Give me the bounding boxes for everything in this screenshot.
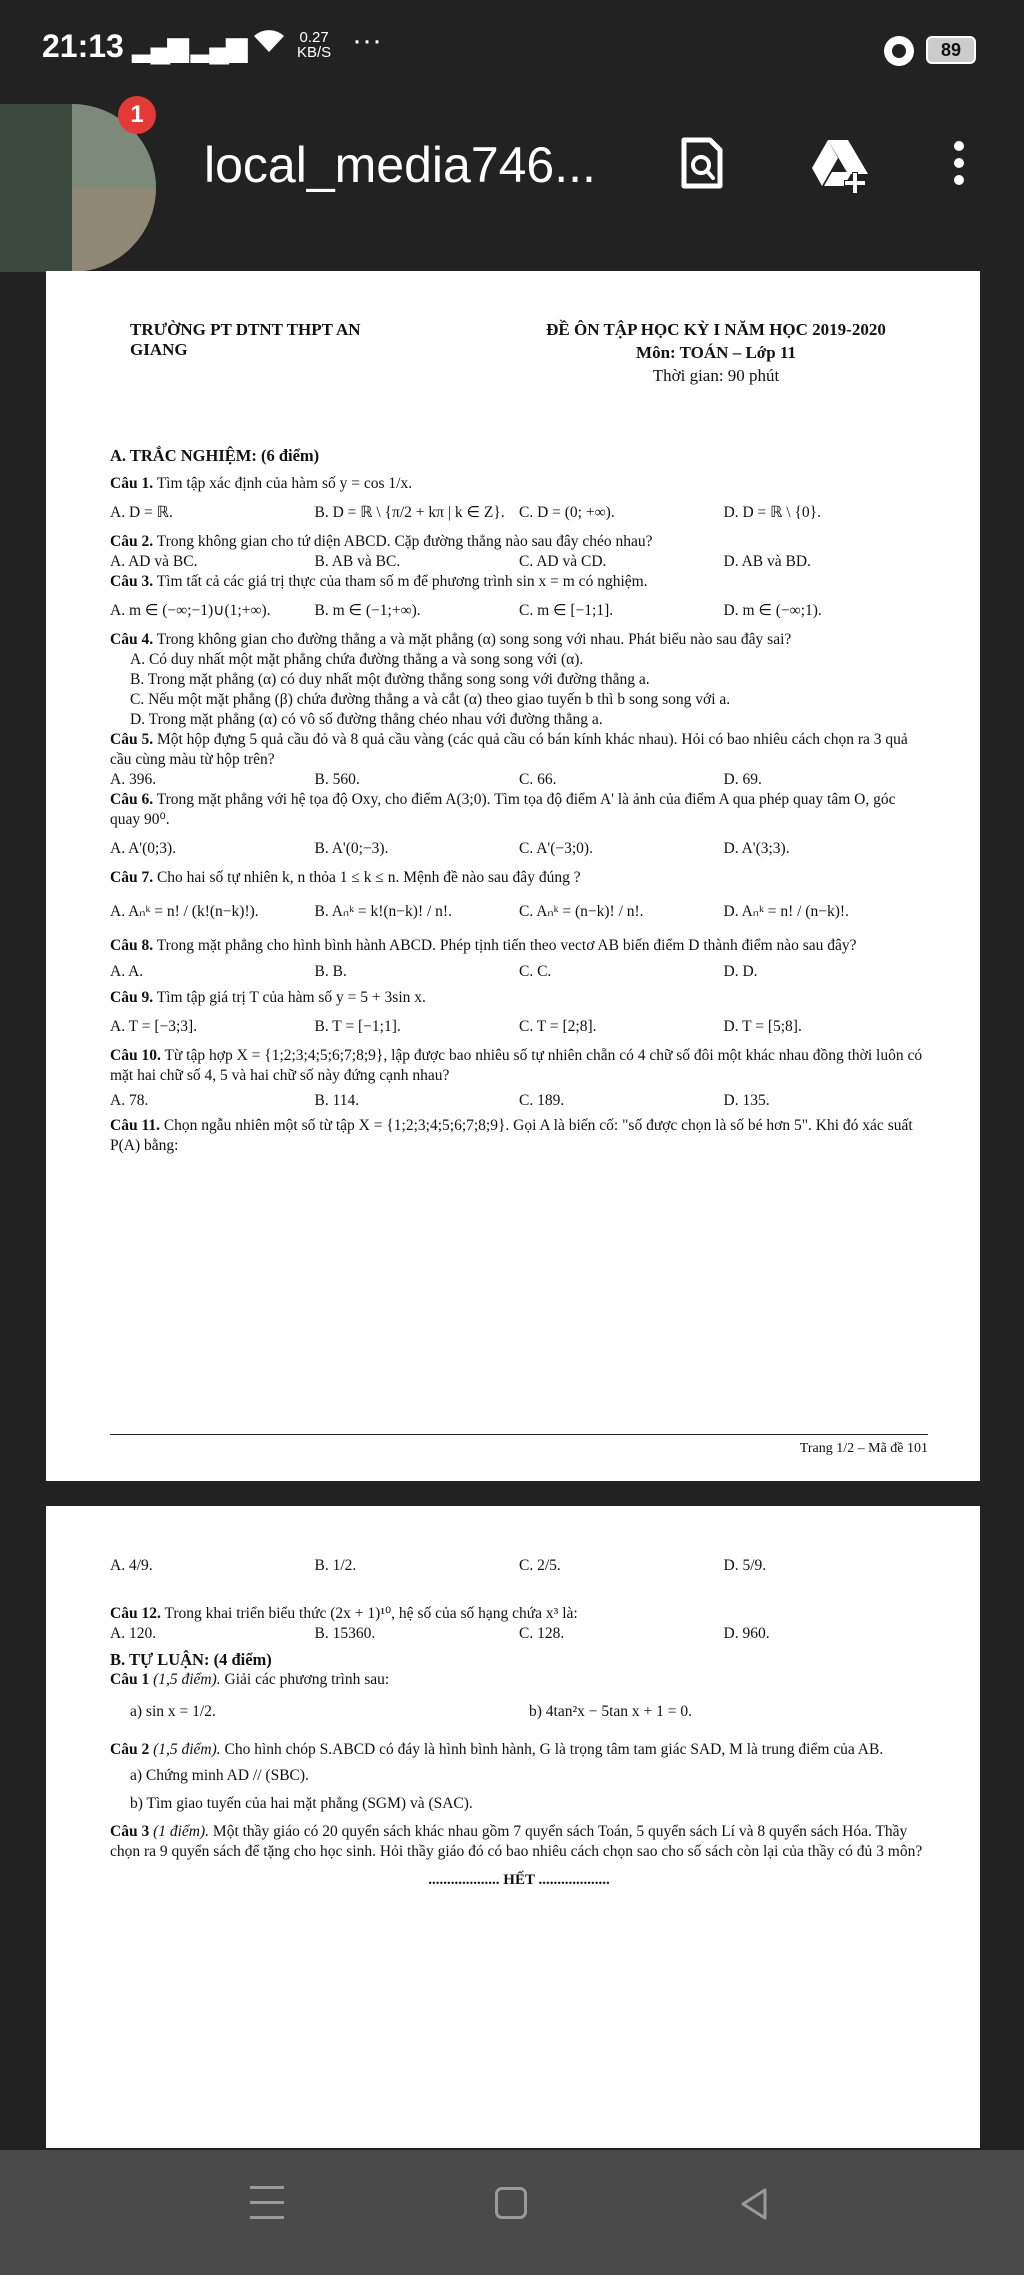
document-page-2[interactable] — [46, 1506, 980, 2148]
avatar-photo-1 — [0, 104, 72, 272]
answer-c: C. A'(−3;0). — [519, 840, 593, 857]
wifi-icon — [252, 26, 286, 64]
answer-d: D. D. — [723, 963, 758, 980]
answer-c: C. C. — [519, 963, 552, 980]
answer-a: A. 396. — [110, 771, 157, 788]
answer-a: A. 120. — [110, 1625, 157, 1642]
answer-b: B. A'(0;−3). — [314, 840, 389, 857]
question-label: Câu 10. — [110, 1047, 161, 1064]
exam-time: Thời gian: 90 phút — [652, 366, 780, 385]
battery-icon: 89 — [926, 36, 976, 64]
answers-9 — [110, 1008, 928, 1046]
answer-a: A. 4/9. — [110, 1557, 153, 1574]
answers-11 — [110, 1540, 928, 1592]
clock: 21:13 — [42, 28, 124, 64]
question-label: Câu 6. — [110, 791, 154, 808]
network-speed-value: 0.27 — [299, 29, 329, 46]
question-label: Câu 4. — [110, 631, 154, 648]
answer-b: B. 114. — [314, 1092, 360, 1109]
school-name: TRƯỜNG PT DTNT THPT AN GIANG — [130, 320, 361, 359]
question-label: Câu 11. — [110, 1117, 160, 1134]
page2-content — [110, 1540, 928, 1889]
section-a-title: A. TRẮC NGHIỆM: (6 điểm) — [110, 446, 320, 465]
section-b-title: B. TỰ LUẬN: (4 điểm) — [110, 1650, 272, 1669]
answer-a: A. A'(0;3). — [110, 840, 177, 857]
question-text: Trong không gian cho tứ diện ABCD. Cặp đường thẳng nào sau đây chéo nhau? — [156, 533, 653, 550]
essay-label: Câu 3 — [110, 1823, 150, 1840]
question-text: Một hộp đựng 5 quả cầu đỏ và 8 quả cầu vàng (các quả cầu có bán kính khác nhau). Hỏi có bao nhiêu cách chọn ra 3 quả cầu cùng màu từ hộp trên? — [110, 731, 908, 768]
answer-a: A. 78. — [110, 1092, 149, 1109]
question-text: Trong mặt phẳng với hệ tọa độ Oxy, cho điểm A(3;0). Tìm tọa độ điểm A' là ảnh của điểm A qua phép quay tâm O, góc quay 90⁰. — [110, 791, 896, 828]
back-icon[interactable] — [735, 2184, 775, 2224]
answers-8 — [110, 956, 928, 988]
answer-d: D. D = ℝ \ {0}. — [723, 504, 821, 521]
answer-d: D. T = [5;8]. — [723, 1018, 802, 1035]
essay-text: Cho hình chóp S.ABCD có đáy là hình bình hành, G là trọng tâm tam giác SAD, M là trung điểm của AB. — [224, 1741, 884, 1758]
network-speed — [297, 30, 331, 60]
essay-1-parts — [110, 1690, 928, 1734]
answer-d: D. Aₙᵏ = n! / (n−k)!. — [723, 903, 849, 920]
answer-a: A. T = [−3;3]. — [110, 1018, 198, 1035]
question-label: Câu 2. — [110, 533, 154, 550]
statement-b: B. Trong mặt phẳng (α) có duy nhất một đường thẳng song song với đường thẳng a. — [130, 671, 650, 688]
answers-6 — [110, 830, 928, 868]
answers-1 — [110, 494, 928, 532]
question-text: Từ tập hợp X = {1;2;3;4;5;6;7;8;9}, lập được bao nhiêu số tự nhiên chẵn có 4 chữ số đôi một khác nhau đồng thời luôn có mặt hai chữ số 4, 5 và hai chữ số này đứng cạnh nhau? — [110, 1047, 923, 1084]
answer-c: C. 2/5. — [519, 1557, 561, 1574]
answer-c: C. m ∈ [−1;1]. — [519, 602, 614, 619]
answer-d: D. 135. — [723, 1092, 770, 1109]
question-label: Câu 9. — [110, 989, 154, 1006]
essay-question-1 — [110, 1670, 928, 1690]
question-11 — [110, 1116, 928, 1156]
question-5 — [110, 730, 928, 770]
notification-badge: 1 — [118, 96, 156, 134]
answer-c: C. AD và CD. — [519, 553, 607, 570]
essay-text: Giải các phương trình sau: — [224, 1671, 390, 1688]
question-label: Câu 8. — [110, 937, 154, 954]
essay-question-2 — [110, 1740, 928, 1760]
answer-d: D. m ∈ (−∞;1). — [723, 602, 822, 619]
exam-title: ĐỀ ÔN TẬP HỌC KỲ I NĂM HỌC 2019-2020 — [546, 320, 886, 339]
navigation-bar — [0, 2150, 1024, 2275]
question-text: Tìm tập xác định của hàm số y = cos 1/x. — [156, 475, 413, 492]
question-7 — [110, 868, 928, 888]
app-bar — [0, 96, 1024, 271]
question-label: Câu 12. — [110, 1605, 161, 1622]
question-text: Trong khai triển biểu thức (2x + 1)¹⁰, hệ số của số hạng chứa x³ là: — [164, 1605, 578, 1622]
answers-10 — [110, 1086, 928, 1116]
question-text: Cho hai số tự nhiên k, n thỏa 1 ≤ k ≤ n. Mệnh đề nào sau đây đúng ? — [156, 869, 581, 886]
exam-header — [466, 320, 966, 389]
question-6 — [110, 790, 928, 830]
essay-label: Câu 1 — [110, 1671, 150, 1688]
recent-apps-icon[interactable] — [250, 2186, 284, 2222]
essay-part-b: b) 4tan²x − 5tan x + 1 = 0. — [529, 1703, 693, 1720]
answer-a: A. Aₙᵏ = n! / (k!(n−k)!). — [110, 903, 259, 920]
answer-c: C. T = [2;8]. — [519, 1018, 597, 1035]
essay-part-a: a) Chứng minh AD // (SBC). — [130, 1767, 309, 1784]
answer-b: B. T = [−1;1]. — [314, 1018, 401, 1035]
answers-3 — [110, 592, 928, 630]
answers-2 — [110, 552, 928, 572]
answer-d: D. 960. — [723, 1625, 770, 1642]
question-10 — [110, 1046, 928, 1086]
essay-question-3 — [110, 1822, 928, 1862]
question-1 — [110, 474, 928, 494]
answer-a: A. AD và BC. — [110, 553, 198, 570]
essay-text: Một thầy giáo có 20 quyển sách khác nhau gồm 7 quyển sách Toán, 5 quyển sách Lí và 8 quyển sách Hóa. Thầy chọn ra 9 quyển sách để tặng cho học sinh. Hỏi thầy giáo đó có bao nhiêu cách chọn sao cho số sách còn lại của thầy có đủ 3 môn? — [110, 1823, 923, 1860]
question-2 — [110, 532, 928, 552]
answer-c: C. 128. — [519, 1625, 565, 1642]
answer-d: D. A'(3;3). — [723, 840, 790, 857]
answer-b: B. AB và BC. — [314, 553, 401, 570]
document-page-1[interactable] — [46, 271, 980, 1481]
question-text: Tìm tập giá trị T của hàm số y = 5 + 3sin x. — [156, 989, 426, 1006]
home-icon[interactable] — [495, 2187, 527, 2219]
answer-d: D. 5/9. — [723, 1557, 767, 1574]
answer-c: C. D = (0; +∞). — [519, 504, 615, 521]
file-title: local_media746... — [204, 137, 596, 193]
question-text: Tìm tất cả các giá trị thực của tham số m để phương trình sin x = m có nghiệm. — [156, 573, 648, 590]
exam-subject: Môn: TOÁN – Lớp 11 — [636, 343, 796, 362]
essay-points: (1,5 điểm). — [153, 1741, 221, 1758]
avatar-photo-3 — [72, 188, 156, 272]
answer-c: C. Aₙᵏ = (n−k)! / n!. — [519, 903, 644, 920]
essay-part-a: a) sin x = 1/2. — [130, 1703, 216, 1720]
signal-icon: ▂▄▆ ▂▄▆ — [132, 31, 245, 62]
question-9 — [110, 988, 928, 1008]
answer-b: B. D = ℝ \ {π/2 + kπ | k ∈ Z}. — [314, 504, 505, 521]
answer-b: B. Aₙᵏ = k!(n−k)! / n!. — [314, 903, 452, 920]
question-label: Câu 7. — [110, 869, 154, 886]
statement-c: C. Nếu một mặt phẳng (β) chứa đường thẳng a và cắt (α) theo giao tuyến b thì b song song với a. — [130, 691, 731, 708]
question-8 — [110, 936, 928, 956]
statement-d: D. Trong mặt phẳng (α) có vô số đường thẳng chéo nhau với đường thẳng a. — [130, 711, 603, 728]
essay-points: (1,5 điểm). — [153, 1671, 221, 1688]
answers-7 — [110, 888, 928, 936]
essay-points: (1 điểm). — [153, 1823, 210, 1840]
question-label: Câu 3. — [110, 573, 154, 590]
page-footer: Trang 1/2 – Mã đề 101 — [799, 1441, 928, 1456]
answer-d: D. AB và BD. — [723, 553, 811, 570]
answer-d: D. 69. — [723, 771, 762, 788]
answer-b: B. B. — [314, 963, 347, 980]
question-text: Trong không gian cho đường thẳng a và mặt phẳng (α) song song với nhau. Phát biểu nào sau đây sai? — [156, 631, 792, 648]
answers-12 — [110, 1624, 928, 1644]
answer-b: B. m ∈ (−1;+∞). — [314, 602, 421, 619]
end-marker: ................... HẾT ................... — [428, 1872, 610, 1888]
answers-5 — [110, 770, 928, 790]
answer-a: A. A. — [110, 963, 144, 980]
question-label: Câu 1. — [110, 475, 154, 492]
document-search-icon[interactable] — [666, 128, 736, 198]
network-speed-unit: KB/S — [297, 44, 332, 61]
status-more-icon: ··· — [352, 24, 382, 57]
question-12 — [110, 1604, 928, 1624]
answer-c: C. 189. — [519, 1092, 565, 1109]
more-vert-icon[interactable] — [924, 128, 994, 198]
record-icon — [884, 36, 914, 66]
question-label: Câu 5. — [110, 731, 154, 748]
statement-a: A. Có duy nhất một mặt phẳng chứa đường thẳng a và song song với (α). — [130, 651, 584, 668]
answer-a: A. D = ℝ. — [110, 504, 173, 521]
answer-b: B. 1/2. — [314, 1557, 357, 1574]
page-footer-divider — [110, 1434, 928, 1435]
essay-label: Câu 2 — [110, 1741, 150, 1758]
status-bar — [0, 0, 1024, 96]
question-3 — [110, 572, 928, 592]
answer-c: C. 66. — [519, 771, 557, 788]
answer-b: B. 560. — [314, 771, 360, 788]
answer-a: A. m ∈ (−∞;−1)∪(1;+∞). — [110, 602, 271, 619]
question-text: Trong mặt phẳng cho hình bình hành ABCD. Phép tịnh tiến theo vectơ AB biến điểm D thành điểm nào sau đây? — [156, 937, 857, 954]
essay-part-b: b) Tìm giao tuyến của hai mặt phẳng (SGM) và (SAC). — [130, 1795, 473, 1812]
question-text: Chọn ngẫu nhiên một số từ tập X = {1;2;3;4;5;6;7;8;9}. Gọi A là biến cố: "số được chọn là số bé hơn 5". Khi đó xác suất P(A) bằng: — [110, 1117, 913, 1154]
page1-content — [110, 446, 928, 1156]
question-4 — [110, 630, 928, 650]
answer-b: B. 15360. — [314, 1625, 376, 1642]
google-drive-add-icon[interactable] — [804, 128, 874, 198]
